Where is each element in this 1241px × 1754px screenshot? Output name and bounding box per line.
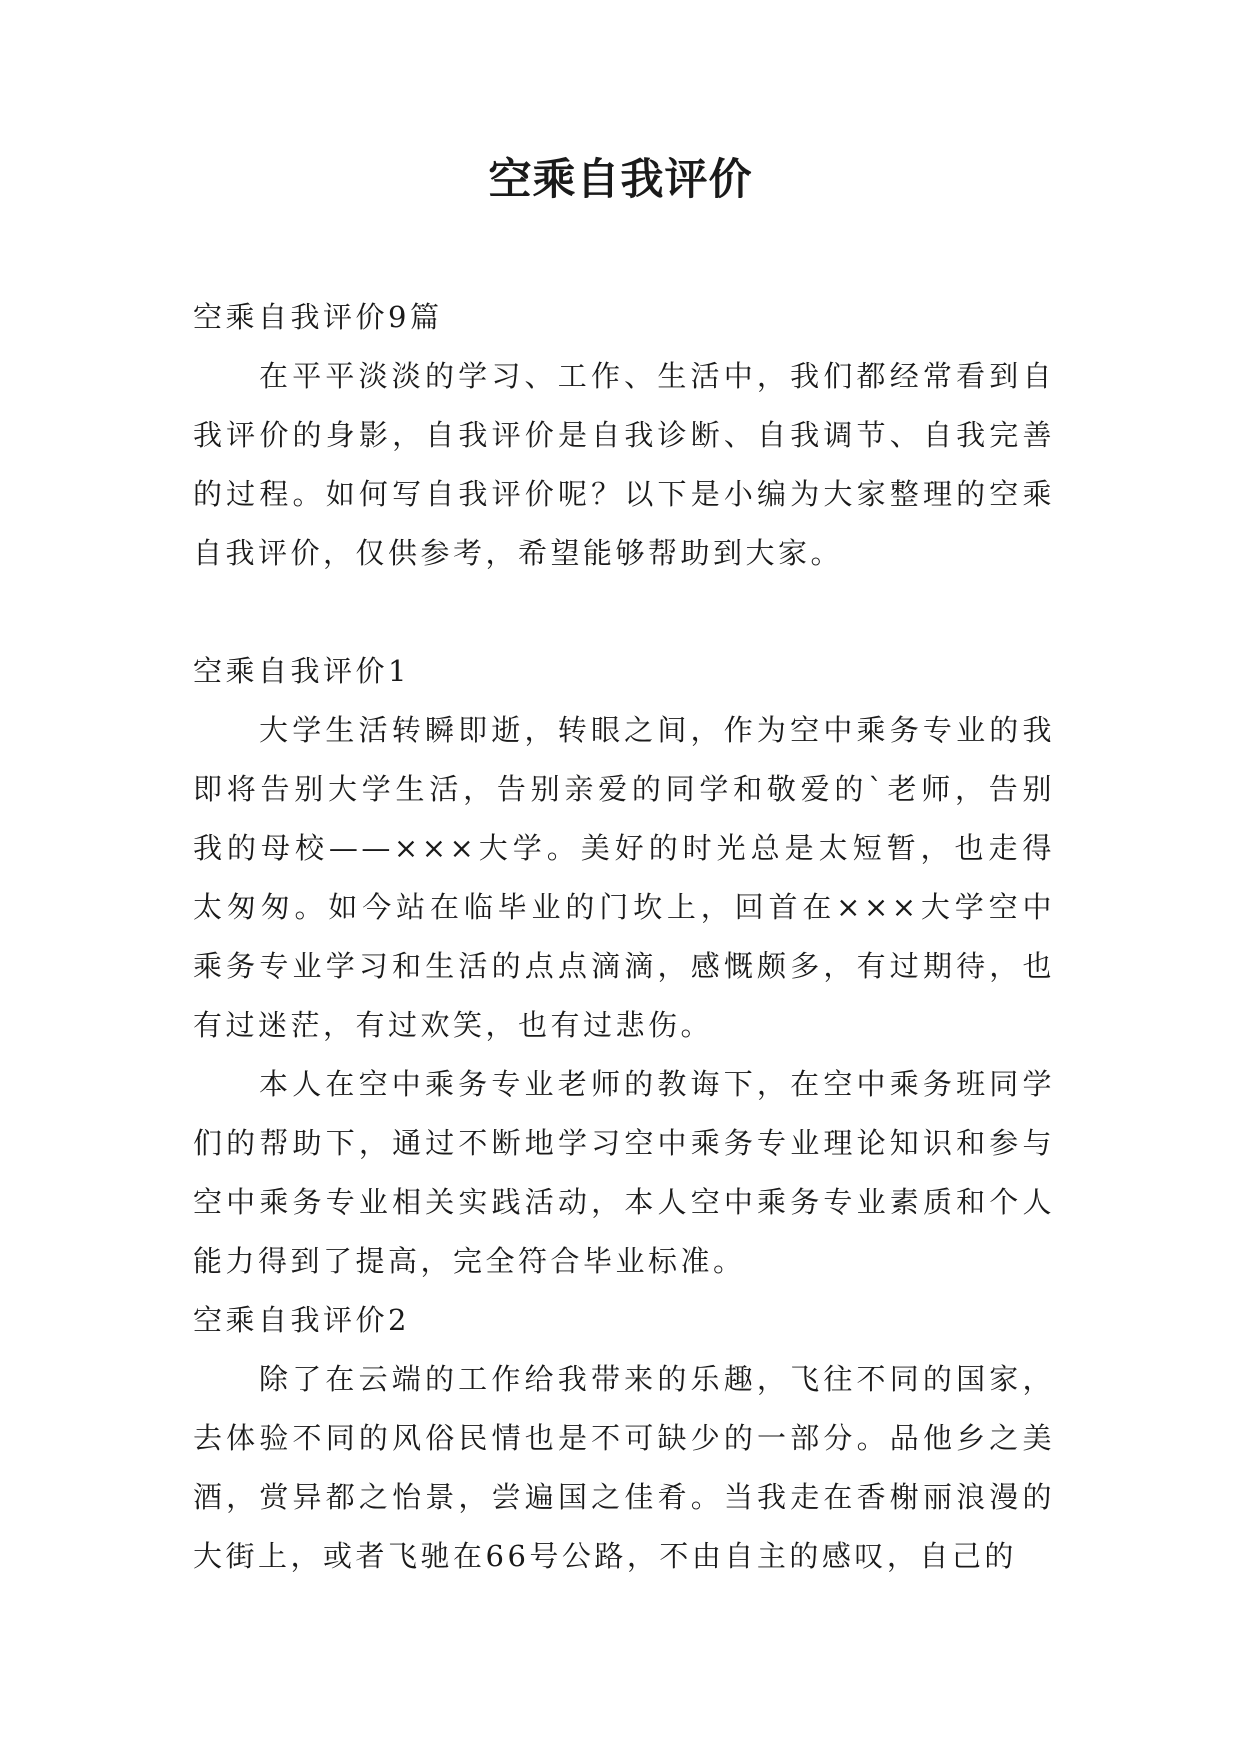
section-spacer [193,583,1055,642]
intro-paragraph: 在平平淡淡的学习、工作、生活中，我们都经常看到自我评价的身影，自我评价是自我诊断、自我调节、自我完善的过程。如何写自我评价呢？以下是小编为大家整理的空乘自我评价，仅供参考，希望能够帮助到大家。 [193,359,1055,570]
document-subtitle: 空乘自我评价9篇 [193,300,443,334]
section-1-paragraph-2: 本人在空中乘务专业老师的教诲下，在空中乘务班同学们的帮助下，通过不断地学习空中乘务专业理论知识和参与空中乘务专业相关实践活动，本人空中乘务专业素质和个人能力得到了提高，完全符合毕业标准。 [193,1067,1055,1278]
document-body [193,288,1055,1586]
section-heading-2: 空乘自我评价2 [193,1303,410,1337]
document-title: 空乘自我评价 [488,155,753,205]
section-1-paragraph-1: 大学生活转瞬即逝，转眼之间，作为空中乘务专业的我即将告别大学生活，告别亲爱的同学和敬爱的`老师，告别我的母校——×××大学。美好的时光总是太短暂，也走得太匆匆。如今站在临毕业的门坎上，回首在×××大学空中乘务专业学习和生活的点点滴滴，感慨颇多，有过期待，也有过迷茫，有过欢笑，也有过悲伤。 [193,713,1055,1042]
section-heading-1: 空乘自我评价1 [193,654,410,688]
section-2-paragraph-1: 除了在云端的工作给我带来的乐趣，飞往不同的国家，去体验不同的风俗民情也是不可缺少的一部分。品他乡之美酒，赏异都之怡景，尝遍国之佳肴。当我走在香榭丽浪漫的大街上，或者飞驰在66号公路，不由自主的感叹，自己的 [193,1362,1055,1573]
